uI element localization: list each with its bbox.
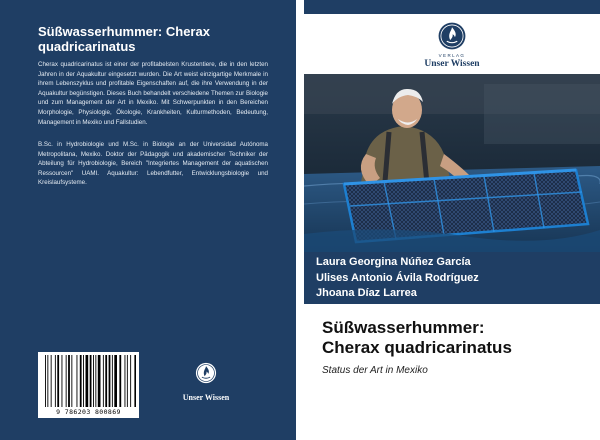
book-title-line-1: Süßwasserhummer: [322, 318, 485, 337]
back-cover [0, 0, 296, 440]
cover-photo [304, 74, 600, 252]
cover-photo-illustration [304, 74, 600, 252]
back-cover-description: Cherax quadricarinatus ist einer der profitabelsten Krustentiere, die in den letzten Jahren in der Aquakultur eingesetzt wurden. Die Art weist einzigartige Merkmale in ihrem Lebenszyklus und profitable Eigenschaften auf, die ihre Verwendung in der Aquakultur begünstigen. Dieses Buch behandelt verschiedene Themen zur Biologie und zum Management der Art in Mexiko. Mit Schwerpunkten in den Bereichen Morphologie, Physiologie, Ökologie, Krankheiten, Kulturmethoden, Bedeutung, Management in Mexiko und Fallstudien. [38, 61, 268, 126]
isbn-barcode [38, 352, 139, 418]
book-subtitle: Status der Art in Mexiko [322, 365, 428, 376]
back-publisher-logo [176, 362, 236, 410]
front-publisher-name: Unser Wissen [424, 59, 480, 69]
book-title [322, 318, 592, 358]
front-top-band [304, 0, 600, 14]
isbn-number: 9 786203 800869 [56, 408, 121, 416]
author-1: Laura Georgina Núñez García [316, 256, 471, 268]
back-publisher-name: Unser Wissen [182, 393, 230, 402]
back-cover-title: Süßwasserhummer: Cherax quadricarinatus [38, 24, 210, 54]
flame-in-circle-icon [438, 22, 466, 50]
author-2: Ulises Antonio Ávila Rodríguez [316, 271, 479, 284]
author-3: Jhoana Díaz Larrea [316, 287, 417, 299]
flame-in-circle-icon [195, 362, 217, 384]
spine [296, 0, 304, 440]
book-title-line-2: Cherax quadricarinatus [322, 338, 512, 357]
publisher-tag: VERLAG [438, 53, 466, 58]
authors-band [304, 252, 600, 304]
front-publisher-logo [400, 22, 504, 70]
front-cover [304, 0, 600, 440]
barcode-icon [41, 355, 136, 407]
back-cover-author-bio: B.Sc. in Hydrobiologie und M.Sc. in Biologie an der Universidad Autónoma Metropolitana, Mexiko. Doktor der Pädagogik und akademischer Techniker der Abteilung für Hydrobiologie, Bereich "Integriertes Management der aquatischen Ressourcen" UAMI. Aquakultur: Lebendfutter, Entwicklungsbiologie und Kreislaufsysteme. [38, 141, 268, 187]
